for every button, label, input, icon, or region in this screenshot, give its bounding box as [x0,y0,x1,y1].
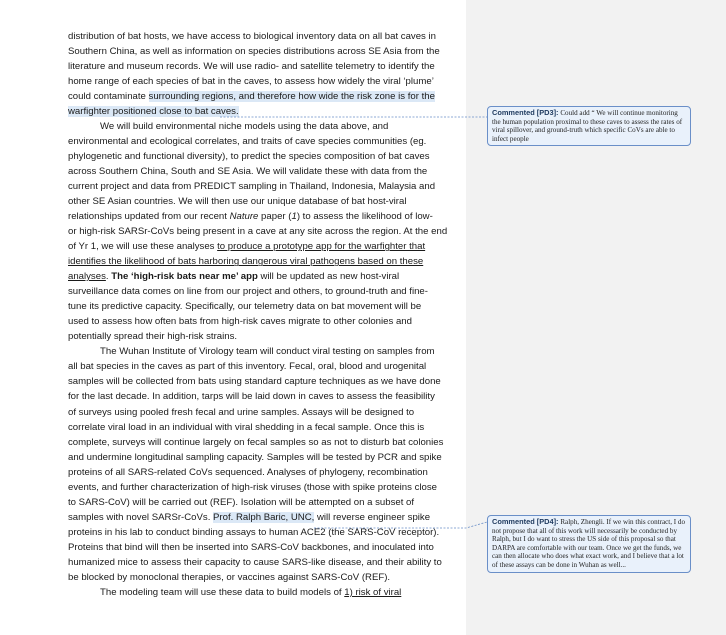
text-run: complete, surveys will continue largely on fecal samples so as not to disturb bat colonies [68,436,444,448]
text-run: Prof. Ralph Baric, UNC, [213,511,315,523]
text-run: to produce a prototype app for the warfighter that [217,241,426,253]
text-run: surveillance data comes on line from our project and others, to ground-truth and fine- [68,286,428,298]
comment-leader-pd4 [314,522,487,528]
text-run: and undermine longitudinal sampling capacity. Samples will be tested by PCR and spike [68,451,442,463]
text-run: across Southern China, South and SE Asia. We will validate these with data from the [68,166,428,178]
comment-pd3-text: Could add “ We will continue monitoring the human population proximal to these caves to assess the rates of viral spillover, and ground-truth which specific CoVs are able to infect people [492,109,683,143]
text-run: will be updated as new host-viral [257,271,400,283]
comment-pd4[interactable] [487,515,691,573]
text-run: could contaminate [68,91,149,103]
text-run: We will build environmental niche models using the data above, and [100,121,389,133]
text-run: environmental and ecological correlates, and traits of cave species communities (eg. [68,136,427,148]
text-run: to SARS-CoV) will be carried out (REF). Isolation will be attempted on a subset of [68,496,415,508]
text-run: The modeling team will use these data to build models of [100,586,345,598]
text-run: other SE Asian countries. We will then use our unique database of bat host-viral [68,196,407,208]
text-run: tune its predictive capacity. Specifically, our telemetry data on bat movement will be [68,301,422,313]
text-run: of Yr 1, we will use these analyses [68,241,218,253]
text-run: for the last decade. In addition, tarps will be laid down in caves to assess the feasibility [68,391,435,403]
text-run: be blocked by monoclonal therapies, or vaccines against SARS-CoV (REF). [68,571,391,583]
text-run: all bat species in the caves as part of this inventory. Fecal, oral, blood and urogenital [68,361,427,373]
text-run: relationships updated from our recent [68,211,230,223]
text-run: of surveys using pooled fresh fecal and urine samples. Assays will be designed to [68,406,415,418]
text-run: paper ( [258,211,292,223]
text-run: literature and museum records. We will use radio- and satellite telemetry to identify the [68,61,435,73]
text-run: used to assess how often bats from high-risk caves migrate to other colonies and [68,316,412,328]
text-run: proteins of all SARS-related CoVs sequenced. Analyses of phylogeny, recombination [68,466,428,478]
text-run: phylogenetic and functional diversity), to predict the species composition of bat caves [68,151,430,163]
text-run: 1 [291,211,297,223]
text-run: analyses [68,271,106,283]
text-run: The ‘high-risk bats near me’ app [111,271,258,283]
text-run: identifies the likelihood of bats harboring dangerous viral pathogens based on these [68,256,424,268]
text-run: surrounding regions, and therefore how wide the risk zone is for the [148,91,435,103]
comment-pd3-label: Commented [PD3]: [492,108,559,117]
text-run: The Wuhan Institute of Virology team will conduct viral testing on samples from [100,346,435,358]
text-run: Proteins that bind will then be inserted into SARS-CoV backbones, and inoculated into [68,541,434,553]
text-run: warfighter positioned close to bat caves. [68,106,239,118]
text-run: correlate viral load in an individual with viral shedding in a fecal sample. Once this is [68,421,425,433]
text-run: humanized mice to assess their capacity to cause SARS-like disease, and their ability to [68,556,442,568]
text-run: current project and data from PREDICT sampling in Thailand, Indonesia, Malaysia and [68,181,436,193]
comment-pd4-text: Ralph, Zhengli. If we win this contract, I do not propose that all of this work will necessarily be conducted by Ralph, but I do want to stress the US side of this proposal so that DARPA are comfortable with our team. Once we get the funds, we can then allocate who does what exact work, and I believe that a lot of these assays can be done in Wuhan as well... [492,518,686,569]
comment-pd4-label: Commented [PD4]: [492,517,559,526]
text-run: samples will be collected from bats using standard capture techniques as we have done [68,376,441,388]
text-run: . [105,271,112,283]
text-run: home range of each species of bat in the caves, to assess how widely the viral ‘plume’ [68,76,434,88]
text-run: samples with novel SARSr-CoVs. [68,511,214,523]
comment-pd3[interactable] [487,106,691,146]
text-run: ) to assess the likelihood of low- [296,211,433,223]
text-run: distribution of bat hosts, we have access to biological inventory data on all bat caves in [68,31,436,42]
text-run: or high-risk SARSr-CoVs being present in a cave at any site across the region. At the end [68,226,448,238]
text-run: events, and further characterization of high-risk viruses (those with spike proteins close [68,481,437,493]
text-run: Nature [229,211,259,223]
text-run: Southern China, as well as information on species distributions across SE Asia from the [68,46,440,58]
text-run: 1) risk of viral [344,586,402,598]
text-run: potentially spread their high-risk strains. [68,331,238,343]
text-run: proteins in his lab to conduct binding assays to human ACE2 (the SARS-CoV receptor). [68,526,440,538]
text-run: will reverse engineer spike [314,511,431,523]
